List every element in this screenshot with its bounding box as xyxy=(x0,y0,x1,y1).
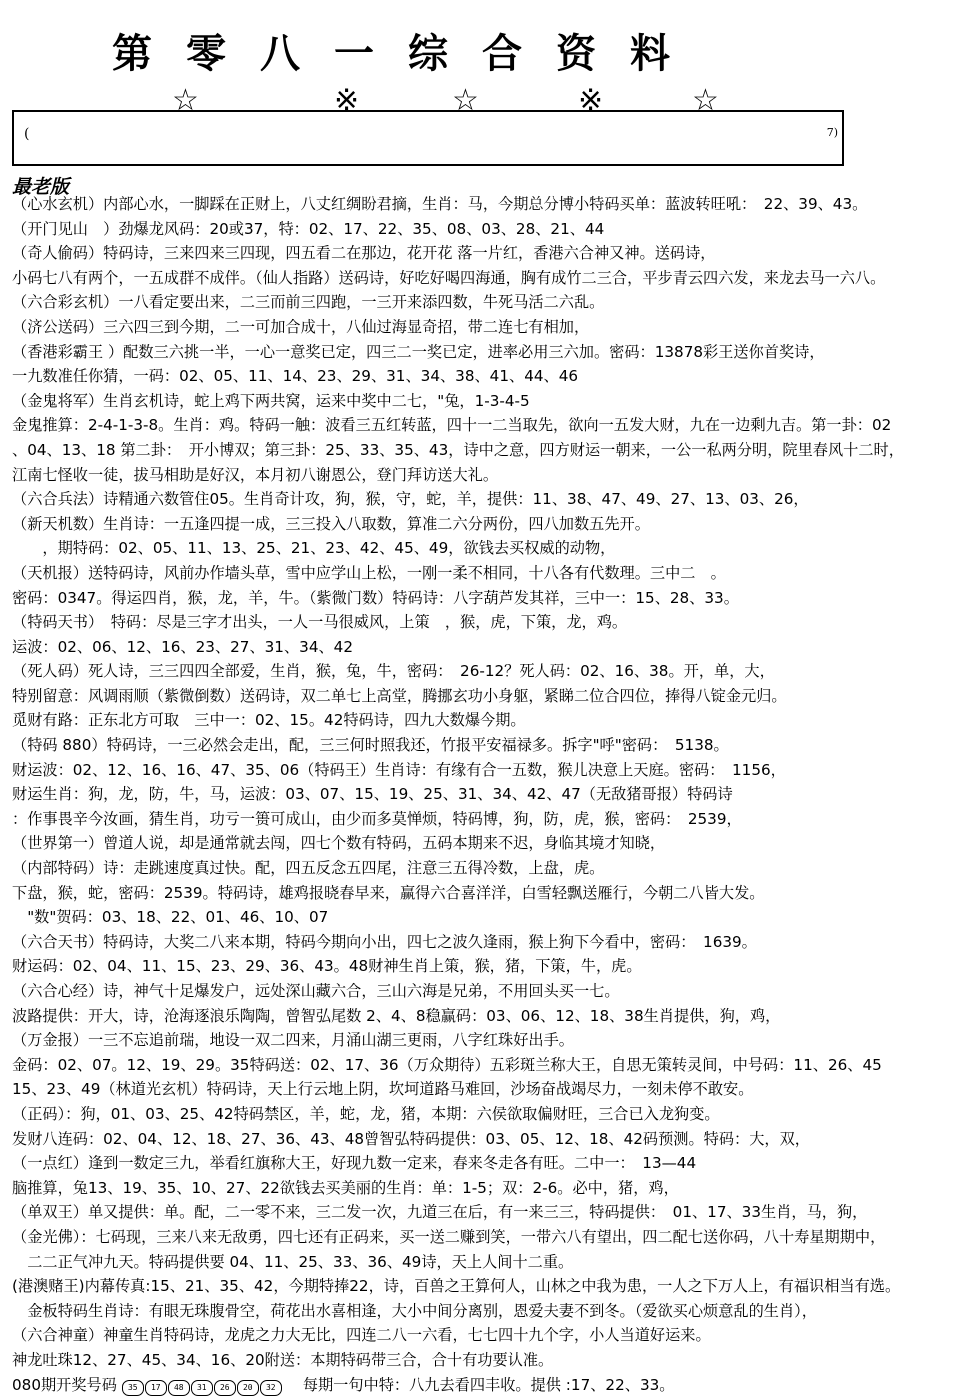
text-line: （正码）：狗，01、03、25、42特码禁区，羊，蛇，龙，猪，本期：六侯欲取偏财旺，三合已入龙狗变。 xyxy=(12,1102,952,1127)
text-line: （济公送码）三六四三到今期，二一可加合成十，八仙过海显奇招，带二连七有相加， xyxy=(12,315,952,340)
text-line: （单双王）单又提供：单。配，二一零不来，三二发一次，九道三在后，有一来三三，特码提供： 01、17、33生肖，马，狗， xyxy=(12,1200,952,1225)
text-line: （万金报）一三不忘追前瑞，地设一双二四来，月涌山湖三更雨，八字红珠好出手。 xyxy=(12,1028,952,1053)
box-right-text: 7) xyxy=(827,126,838,139)
text-line: （一点红）逢到一数定三九，举看红旗称大王，好现九数一定来，春来冬走各有旺。二中一： 13—44 xyxy=(12,1151,952,1176)
star-icon: ☆ xyxy=(452,86,479,116)
text-line: （奇人偷码）特码诗，三来四来三四现，四五看二在那边，花开花 落一片红，香港六合神又神。送码诗， xyxy=(12,241,952,266)
text-line: 15、23、49（林道光玄机）特码诗，天上行云地上阴，坎坷道路马难回，沙场奋战竭尽力，一刻未停不敢安。 xyxy=(12,1077,952,1102)
footer-text: 每期一句中特：八九去看四丰收。提供 :17、22、33。 xyxy=(288,1376,675,1394)
number-ball: 35 xyxy=(122,1380,144,1396)
number-ball: 26 xyxy=(214,1380,236,1396)
text-line: 二二正气冲九天。特码提供要 04、11、25、33、36、49诗，天上人间十二重。 xyxy=(12,1250,952,1275)
draw-label: 080期开奖号码 xyxy=(12,1376,117,1394)
box-left-text: ( xyxy=(24,126,29,142)
star-icon: ※ xyxy=(578,86,603,116)
page-title: 第零八一综合资料 xyxy=(112,22,704,79)
text-line: 金码：02、07。12、19、29。35特码送：02、17、36（万众期待）五彩斑兰称大王，自思无策转灵间，中号码：11、26、45 xyxy=(12,1053,952,1078)
text-line: （特码 880）特码诗，一三必然会走出，配，三三何时照我还，竹报平安福禄多。拆字"呼"密码： 5138。 xyxy=(12,733,952,758)
text-line: （新天机数）生肖诗：一五逢四提一成，三三投入八取数，算准二六分两份，四八加数五先开。 xyxy=(12,512,952,537)
text-line: （六合神童）神童生肖特码诗，龙虎之力大无比，四连二八一六看，七七四十九个字，小人当道好运来。 xyxy=(12,1323,952,1348)
footer-line xyxy=(12,1373,952,1397)
text-line: （六合彩玄机）一八看定要出来，二三而前三四跑，一三开来添四数，牛死马活二六乱。 xyxy=(12,290,952,315)
text-line: 特别留意：风调雨顺（紫微倒数）送码诗，双二单七上高堂，腾挪玄功小身躯，紧睇二位合四位，捧得八锭金元归。 xyxy=(12,684,952,709)
number-ball: 20 xyxy=(237,1380,259,1396)
number-ball: 48 xyxy=(168,1380,190,1396)
number-ball: 17 xyxy=(145,1380,167,1396)
content-body xyxy=(12,192,952,1397)
text-line: ：作事畏辛今汝画，猜生肖，功亏一篑可成山，由少而多莫惮烦，特码博，狗，防，虎，猴，密码： 2539， xyxy=(12,807,952,832)
text-line: （六合兵法）诗精通六数管住05。生肖奇计攻，狗，猴，守，蛇，羊，提供：11、38、47、49、27、13、03、26， xyxy=(12,487,952,512)
text-line: 财运码：02、04、11、15、23、29、36、43。48财神生肖上策，猴，猪，下策，牛，虎。 xyxy=(12,954,952,979)
text-line: （世界第一）曾道人说，却是通常就去闯，四七个数有特码，五码本期来不迟，身临其境才知晓， xyxy=(12,831,952,856)
text-line: （开门见山 ）劲爆龙风码：20或37，特：02、17、22、35、08、03、28、21、44 xyxy=(12,217,952,242)
text-line: 财运波：02、12、16、16、47、35、06（特码王）生肖诗：有缘有合一五数，猴儿决意上天庭。密码： 1156， xyxy=(12,758,952,783)
text-line: （心水玄机）内部心水，一脚踩在正财上，八丈红绸盼君摘，生肖：马，今期总分博小特码买单：蓝波转旺吼： 22、39、43。 xyxy=(12,192,952,217)
text-line: （六合天书）特码诗，大奖二八来本期，特码今期向小出，四七之波久逢雨，猴上狗下今看中，密码： 1639。 xyxy=(12,930,952,955)
text-line: 脑推算，兔13、19、35、10、27、22欲钱去买美丽的生肖：单：1-5；双：2-6。必中，猪，鸡， xyxy=(12,1176,952,1201)
text-line: (港澳赌王)内幕传真:15、21、35、42，今期特捧22，诗，百兽之王算何人，山林之中我为患，一人之下万人上，有福识相当有选。 xyxy=(12,1274,952,1299)
text-line: （金鬼将军）生肖玄机诗，蛇上鸡下两共窝，运来中奖中二七，"兔，1-3-4-5 xyxy=(12,389,952,414)
text-line: 运波：02、06、12、16、23、27、31、34、42 xyxy=(12,635,952,660)
text-line: 金鬼推算：2-4-1-3-8。生肖：鸡。特码一触：波看三五红转蓝，四十一二当取先，欲向一五发大财，九在一边剩九吉。第一卦：02 xyxy=(12,413,952,438)
text-line: 波路提供：开大，诗，沧海逐浪乐陶陶，曾智弘尾数 2、4、8稳赢码：03、06、12、18、38生肖提供，狗，鸡， xyxy=(12,1004,952,1029)
text-line: （香港彩霸王 ）配数三六挑一半，一心一意奖已定，四三二一奖已定，进率必用三六加。密码：13878彩王送你首奖诗， xyxy=(12,340,952,365)
text-line: （六合心经）诗，神气十足爆发户，远处深山藏六合，三山六海是兄弟，不用回头买一七。 xyxy=(12,979,952,1004)
text-line: （死人码）死人诗，三三四四全部爱，生肖，猴，兔，牛，密码： 26-12？死人码：02、16、38。开，单，大， xyxy=(12,659,952,684)
text-line: 一九数准任你猜，一码：02、05、11、14、23、29、31、34、38、41、44、46 xyxy=(12,364,952,389)
draw-number-balls xyxy=(122,1373,283,1397)
text-line: （天机报）送特码诗，风前办作墙头草，雪中应学山上松，一刚一柔不相同，十八各有代数理。三中二 。 xyxy=(12,561,952,586)
edition-label: 最老版 xyxy=(12,172,69,199)
text-line: 下盘，猴，蛇，密码：2539。特码诗，雄鸡报晓春早来，赢得六合喜洋洋，白雪轻飘送雁行，今朝二八皆大发。 xyxy=(12,881,952,906)
text-line: 神龙吐珠12、27、45、34、16、20附送：本期特码带三合，合十有功要认准。 xyxy=(12,1348,952,1373)
text-line: 小码七八有两个，一五成群不成伴。（仙人指路）送码诗，好吃好喝四海通，胸有成竹二三合，平步青云四六发，来龙去马一六八。 xyxy=(12,266,952,291)
number-ball: 31 xyxy=(191,1380,213,1396)
star-icon: ※ xyxy=(334,86,359,116)
text-line: "数"贺码：03、18、22、01、46、10、07 xyxy=(12,905,952,930)
text-line: 、04、13、18 第二卦： 开小博双；第三卦：25、33、35、43，诗中之意，四方财运一朝来，一公一私两分明，院里春风十二时， xyxy=(12,438,952,463)
star-icon: ☆ xyxy=(172,86,199,116)
text-line: 发财八连码：02、04、12、18、27、36、43、48曾智弘特码提供：03、05、12、18、42码预测。特码：大，双， xyxy=(12,1127,952,1152)
text-line: ，期特码：02、05、11、13、25、21、23、42、45、49，欲钱去买权威的动物， xyxy=(12,536,952,561)
text-line: 江南七怪收一徒，拔马相助是好汉，本月初八谢恩公，登门拜访送大礼。 xyxy=(12,463,952,488)
text-line: 觅财有路：正东北方可取 三中一：02、15。42特码诗，四九大数爆今期。 xyxy=(12,708,952,733)
text-line: （特码天书） 特码：尽是三字才出头，一人一马很威风，上策 ，猴，虎，下策，龙，鸡。 xyxy=(12,610,952,635)
text-line: 财运生肖：狗，龙，防，牛，马，运波：03、07、15、19、25、31、34、42、47（无敌猪哥报）特码诗 xyxy=(12,782,952,807)
text-line: 密码：0347。得运四肖，猴，龙，羊，牛。（紫微门数）特码诗：八字葫芦发其祥，三中一：15、28、33。 xyxy=(12,586,952,611)
text-line: 金板特码生肖诗：有眼无珠腹骨空，荷花出水喜相逢，大小中间分离别，恩爱夫妻不到冬。（爱欲买心烦意乱的生肖）， xyxy=(12,1299,952,1324)
number-ball: 32 xyxy=(260,1380,282,1396)
star-icon: ☆ xyxy=(692,86,719,116)
text-line: （金光佛）：七码现，三来八来无敌勇，四七还有正码来，买一送二赚到笑，一带六八有望出，四二配七送你码，八十寿星期期中， xyxy=(12,1225,952,1250)
header-box xyxy=(12,110,844,166)
text-line: （内部特码）诗：走跳速度真过快。配，四五反念五四尾，注意三五得冷数，上盘，虎。 xyxy=(12,856,952,881)
